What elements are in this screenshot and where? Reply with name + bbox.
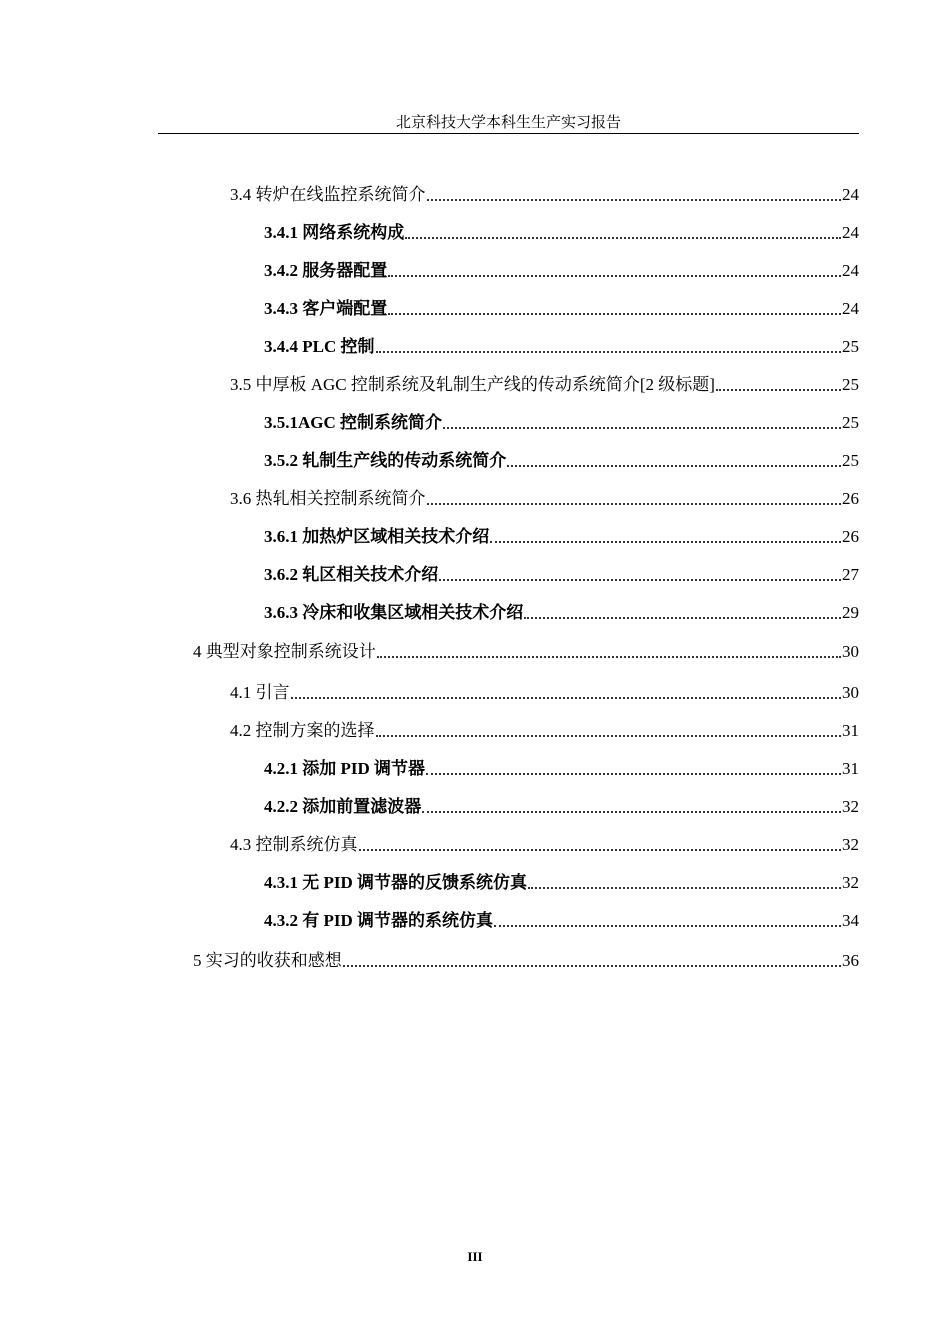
toc-entry-label: 3.6.2 轧区相关技术介绍 xyxy=(264,565,439,584)
toc-entry-label: 3.4.1 网络系统构成 xyxy=(264,223,405,242)
toc-entry-3-5[interactable] xyxy=(230,374,859,396)
toc-entry-label: 3.5.2 轧制生产线的传动系统简介 xyxy=(264,451,507,470)
dot-leader xyxy=(716,389,841,391)
dot-leader xyxy=(422,811,841,813)
toc-entry-page: 30 xyxy=(842,642,859,661)
toc-entry-page: 27 xyxy=(842,565,859,584)
toc-entry-label: 3.6.3 冷床和收集区域相关技术介绍 xyxy=(264,603,524,622)
dot-leader xyxy=(439,579,841,581)
toc-entry-4-3[interactable] xyxy=(230,834,859,856)
toc-entry-3-6-2[interactable] xyxy=(264,564,859,586)
toc-entry-label: 4.3.2 有 PID 调节器的系统仿真 xyxy=(264,911,494,930)
toc-entry-page: 29 xyxy=(842,603,859,622)
toc-entry-page: 25 xyxy=(842,375,859,394)
toc-entry-4-1[interactable] xyxy=(230,682,859,704)
toc-entry-label: 3.6 热轧相关控制系统简介 xyxy=(230,489,426,508)
toc-entry-label: 3.4.2 服务器配置 xyxy=(264,261,388,280)
toc-entry-4-3-2[interactable] xyxy=(264,910,859,932)
running-header: 北京科技大学本科生生产实习报告 xyxy=(395,115,621,131)
toc-entry-label: 3.4.4 PLC 控制 xyxy=(264,337,375,356)
toc-entry-label: 5 实习的收获和感想 xyxy=(193,951,342,970)
dot-leader xyxy=(388,275,841,277)
toc-entry-3-5-1[interactable] xyxy=(264,412,859,434)
dot-leader xyxy=(405,237,841,239)
toc-entry-page: 24 xyxy=(842,223,859,242)
dot-leader xyxy=(359,849,842,851)
toc-entry-3-6[interactable] xyxy=(230,488,859,510)
toc-entry-page: 32 xyxy=(842,797,859,816)
toc-entry-page: 31 xyxy=(842,759,859,778)
toc-entry-label: 4.3 控制系统仿真 xyxy=(230,835,358,854)
toc-entry-page: 34 xyxy=(842,911,859,930)
dot-leader xyxy=(494,925,841,927)
toc-entry-4-2[interactable] xyxy=(230,720,859,742)
dot-leader xyxy=(443,427,841,429)
dot-leader xyxy=(427,503,842,505)
toc-entry-3-4-4[interactable] xyxy=(264,336,859,358)
toc-entry-page: 25 xyxy=(842,451,859,470)
toc-entry-label: 3.4 转炉在线监控系统简介 xyxy=(230,185,426,204)
toc-entry-label: 3.6.1 加热炉区域相关技术介绍 xyxy=(264,527,490,546)
toc-entry-label: 4.2.2 添加前置滤波器 xyxy=(264,797,422,816)
toc-entry-label: 4 典型对象控制系统设计 xyxy=(193,642,376,661)
dot-leader xyxy=(507,465,841,467)
dot-leader xyxy=(291,697,842,699)
toc-entry-3-4-3[interactable] xyxy=(264,298,859,320)
dot-leader xyxy=(528,887,841,889)
toc-entry-4[interactable] xyxy=(193,641,859,663)
toc-entry-5[interactable] xyxy=(193,950,859,972)
toc-entry-3-4[interactable] xyxy=(230,184,859,206)
toc-entry-page: 25 xyxy=(842,337,859,356)
toc-entry-label: 4.2 控制方案的选择 xyxy=(230,721,375,740)
dot-leader xyxy=(490,541,841,543)
toc-entry-label: 3.5.1AGC 控制系统简介 xyxy=(264,413,443,432)
toc-entry-3-4-1[interactable] xyxy=(264,222,859,244)
toc-entry-page: 24 xyxy=(842,261,859,280)
dot-leader xyxy=(343,965,841,967)
toc-entry-label: 4.3.1 无 PID 调节器的反馈系统仿真 xyxy=(264,873,528,892)
toc-entry-label: 3.4.3 客户端配置 xyxy=(264,299,388,318)
toc-entry-page: 30 xyxy=(842,683,859,702)
toc-entry-page: 36 xyxy=(842,951,859,970)
dot-leader xyxy=(427,199,842,201)
page-number: III xyxy=(467,1249,483,1264)
toc-entry-3-4-2[interactable] xyxy=(264,260,859,282)
dot-leader xyxy=(524,617,841,619)
toc-entry-3-6-1[interactable] xyxy=(264,526,859,548)
toc-entry-label: 4.2.1 添加 PID 调节器 xyxy=(264,759,426,778)
toc-entry-page: 31 xyxy=(842,721,859,740)
toc-entry-4-2-2[interactable] xyxy=(264,796,859,818)
toc-entry-page: 26 xyxy=(842,489,859,508)
toc-entry-4-3-1[interactable] xyxy=(264,872,859,894)
dot-leader xyxy=(377,656,841,658)
toc-entry-4-2-1[interactable] xyxy=(264,758,859,780)
toc-entry-3-6-3[interactable] xyxy=(264,602,859,624)
toc-entry-label: 4.1 引言 xyxy=(230,683,290,702)
dot-leader xyxy=(376,351,842,353)
toc-entry-3-5-2[interactable] xyxy=(264,450,859,472)
header-rule xyxy=(158,133,859,134)
dot-leader xyxy=(376,735,842,737)
dot-leader xyxy=(426,773,841,775)
dot-leader xyxy=(388,313,841,315)
toc-entry-page: 32 xyxy=(842,835,859,854)
toc-entry-page: 25 xyxy=(842,413,859,432)
toc-entry-label: 3.5 中厚板 AGC 控制系统及轧制生产线的传动系统简介[2 级标题] xyxy=(230,375,715,394)
toc-entry-page: 24 xyxy=(842,299,859,318)
toc-entry-page: 32 xyxy=(842,873,859,892)
toc-entry-page: 26 xyxy=(842,527,859,546)
toc-entry-page: 24 xyxy=(842,185,859,204)
